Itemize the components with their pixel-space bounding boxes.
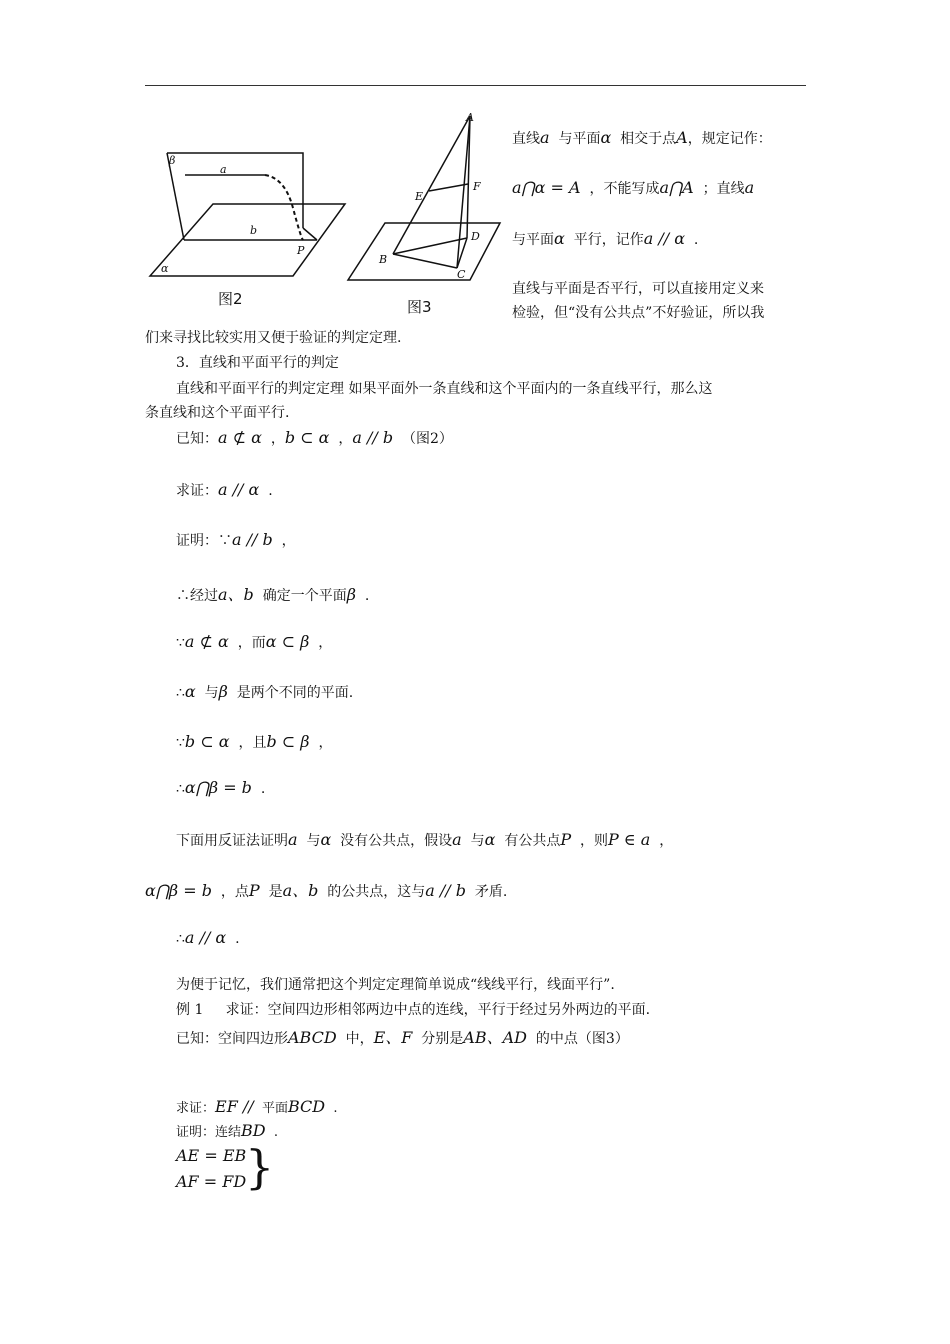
fig3-label-f: F bbox=[473, 180, 481, 193]
fig2-label-a: a bbox=[220, 163, 227, 176]
proof-line-2: ∴经过a、b 确定一个平面β . bbox=[176, 585, 370, 604]
proof-line-6: ∴α⋂β = b . bbox=[176, 778, 266, 797]
theorem-line-1: 直线和平面平行的判定定理 如果平面外一条直线和这个平面内的一条直线平行，那么这 bbox=[176, 381, 713, 397]
fig3-caption: 图3 bbox=[407, 298, 432, 316]
intro-line-end: 们来寻找比较实用又便于验证的判定定理. bbox=[145, 330, 402, 346]
fig3-label-e: E bbox=[415, 190, 424, 203]
equation-2: AF = FD bbox=[176, 1172, 247, 1191]
section-heading: 3．直线和平面平行的判定 bbox=[176, 355, 339, 371]
equation-brace: } bbox=[245, 1140, 275, 1194]
fig2-label-alpha: α bbox=[161, 262, 169, 275]
fig3-label-d: D bbox=[471, 230, 480, 243]
right-line-3: 与平面α 平行，记作a // α . bbox=[512, 229, 699, 248]
given-line: 已知：a ⊄ α ，b ⊂ α ，a // b （图2） bbox=[176, 428, 453, 447]
right-line-1: 直线a 与平面α 相交于点A，规定记作： bbox=[512, 128, 772, 147]
figure-3 bbox=[345, 108, 505, 298]
fig2-label-beta: β bbox=[169, 154, 176, 167]
figure-2 bbox=[145, 148, 350, 318]
fig3-label-a: A bbox=[466, 111, 474, 124]
proof-line-5: ∵b ⊂ α ，且b ⊂ β ， bbox=[176, 732, 333, 751]
right-line-5: 检验，但“没有公共点”不好验证，所以我 bbox=[512, 305, 765, 321]
right-line-2: a⋂α = A ，不能写成a⋂A ；直线a bbox=[512, 178, 755, 197]
fig3-label-b: B bbox=[379, 253, 388, 266]
right-line-4: 直线与平面是否平行，可以直接用定义来 bbox=[512, 281, 764, 297]
prove-line: 求证：a // α . bbox=[176, 480, 273, 499]
equation-1: AE = EB bbox=[176, 1146, 247, 1165]
proof-line-3: ∵a ⊄ α ，而α ⊂ β ， bbox=[176, 632, 333, 651]
memo-line: 为便于记忆，我们通常把这个判定定理简单说成“线线平行，线面平行”. bbox=[176, 977, 615, 993]
proof-line-4: ∴α 与β 是两个不同的平面. bbox=[176, 682, 354, 701]
theorem-line-2: 条直线和这个平面平行. bbox=[145, 405, 290, 421]
example-line: 例 1 求证：空间四边形相邻两边中点的连线，平行于经过另外两边的平面. bbox=[176, 1002, 651, 1018]
example-given-line: 已知：空间四边形ABCD 中，E、F 分别是AB、AD 的中点（图3） bbox=[176, 1028, 629, 1047]
example-proof-line: 证明：连结BD . bbox=[176, 1121, 279, 1140]
header-rule bbox=[145, 85, 806, 86]
fig2-label-b: b bbox=[250, 224, 258, 237]
contra-line-3: ∴a // α . bbox=[176, 928, 240, 947]
example-prove-line: 求证：EF // 平面BCD . bbox=[176, 1097, 338, 1116]
contra-line-2: α⋂β = b ，点P 是a、b 的公共点，这与a // b 矛盾. bbox=[145, 881, 508, 900]
fig2-label-p: P bbox=[297, 244, 305, 257]
fig3-label-c: C bbox=[457, 268, 466, 281]
proof-line-1: 证明：∵a // b ， bbox=[176, 530, 296, 549]
fig2-caption: 图2 bbox=[218, 290, 243, 308]
contra-line-1: 下面用反证法证明a 与α 没有公共点，假设a 与α 有公共点P ，则P ∈ a ， bbox=[176, 830, 674, 849]
